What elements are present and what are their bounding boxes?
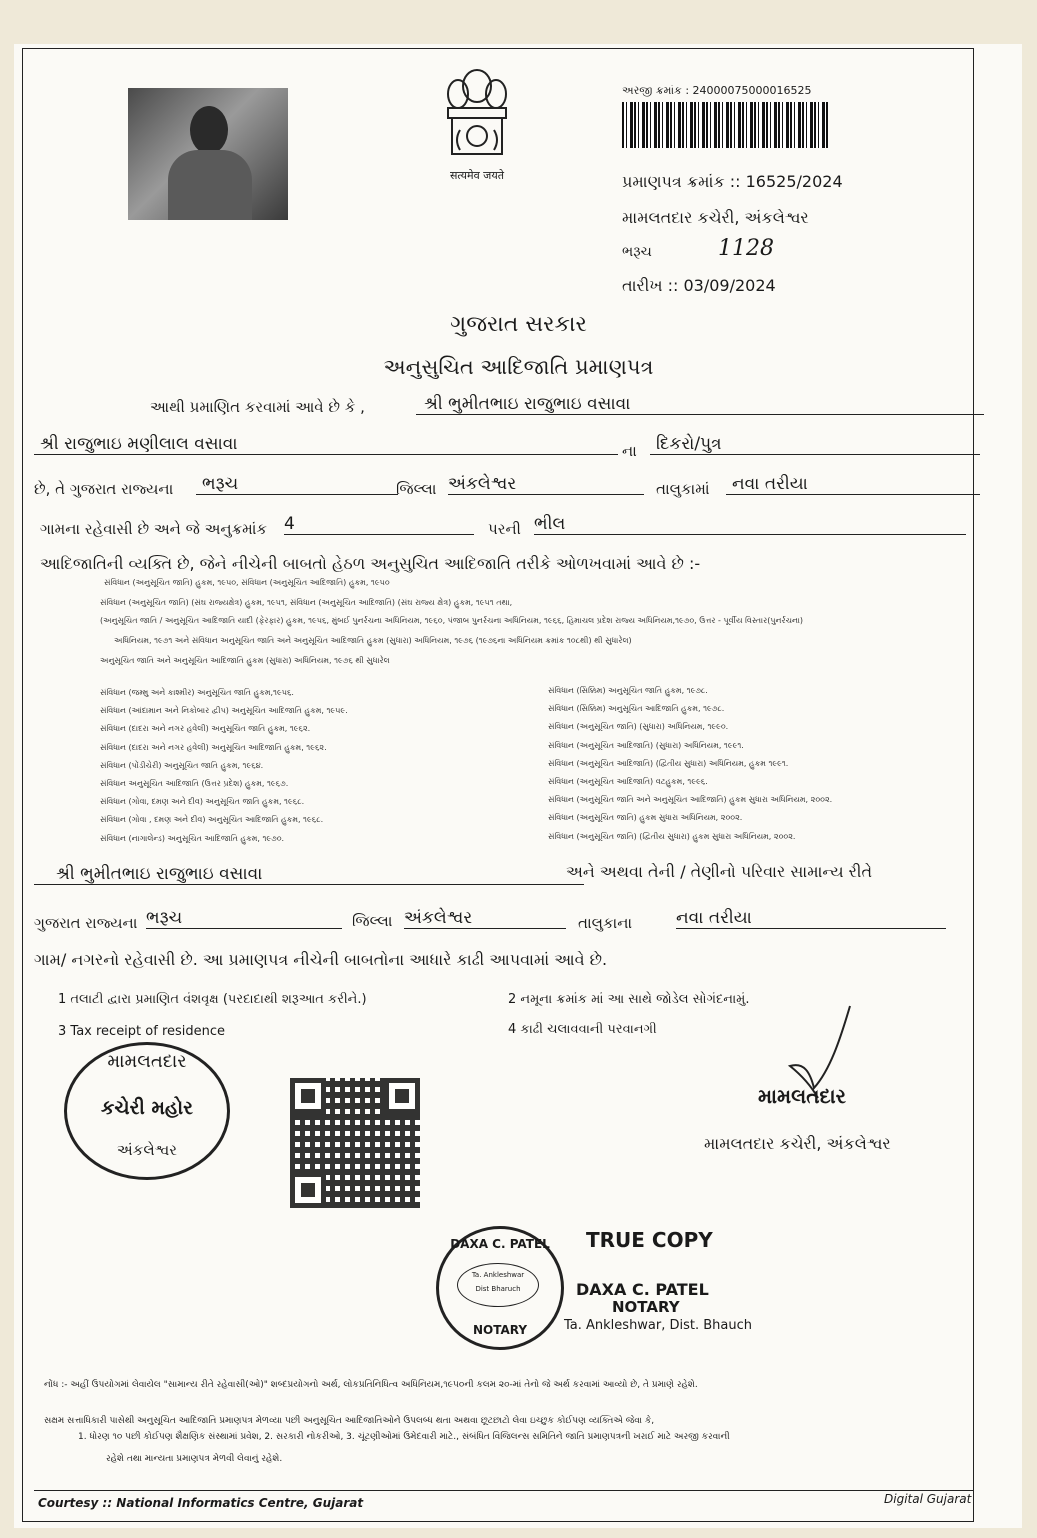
family-text: અને અથવા તેની / તેણીનો પરિવાર સામાન્ય રીતે (566, 862, 873, 881)
national-emblem-icon (432, 64, 522, 168)
document-item: 2 નમૂના ક્રમાંક માં આ સાથે જોડેલ સોગંદનામું. (508, 992, 750, 1007)
order-line: સંવિધાન (સિક્કિમ) અનુસૂચિત જાતિ હુકમ, ૧૯૭૮. (548, 686, 708, 695)
tribe-name: ભીલ (534, 514, 966, 535)
footer-brand: Digital Gujarat (884, 1492, 972, 1506)
order-line: સંવિધાન (ગોવા , દમણ અને દીવ) અનુસૂચિત આદિજાતિ હુકમ, ૧૯૬૮. (100, 815, 324, 825)
district-value: ભરૂચ (196, 474, 398, 495)
certificate-title: અનુસુચિત આદિજાતિ પ્રમાણપત્ર (383, 355, 654, 379)
order-line: સંવિધાન (દાદરા અને નગર હવેલી) અનુસૂચિત આદિજાતિ હુકમ, ૧૯૬૨. (100, 742, 327, 752)
village-value: નવા તરીયા (726, 474, 980, 495)
state-label: છે, તે ગુજરાત રાજ્યના (34, 480, 174, 498)
signatory-office: મામલતદાર કચેરી, અંકલેશ્વર (704, 1134, 891, 1153)
order-line: સંવિધાન (પોંડીચેરી) અનુસૂચિત જાતિ હુકમ, ૧૯૬૪. (100, 760, 264, 770)
order-line: સંવિધાન અનુસૂચિત આદિજાતિ (ઉત્તર પ્રદેશ) હુકમ, ૧૯૬૭. (100, 779, 289, 789)
footer-courtesy: Courtesy :: National Informatics Centre, Gujarat (38, 1496, 364, 1510)
order-line: સંવિધાન (જમ્મુ અને કાશ્મીર) અનુસૂચિત જાતિ હુકમ,૧૯૫૬. (100, 688, 294, 697)
seal-top-text: મામલતદાર (107, 1051, 187, 1072)
notary-name: DAXA C. PATEL (576, 1280, 709, 1299)
orders-right-column (548, 682, 832, 846)
notary-seal-inner-line: Dist Bharuch (475, 1285, 521, 1293)
document-item: 3 Tax receipt of residence (58, 1024, 226, 1039)
order-line: સંવિધાન (અનુસૂચિત જાતિ) હુકમ સુધારા અધિનિયમ, ૨૦૦૨. (548, 813, 743, 823)
na-label: ના (622, 442, 637, 460)
taluka-label: તાલુકામાં (656, 480, 710, 498)
recognition-statement: આદિજાતિની વ્યક્તિ છે, જેને નીચેની બાબતો હેઠળ અનુસુચિત આદિજાતિ તરીકે ઓળખવામાં આવે છે :- (40, 554, 701, 573)
application-number: અરજી ક્રમાંક : 24000075000016525 (622, 84, 812, 97)
residence-district: ભરૂચ (146, 908, 342, 929)
note-line: રહેશે તથા માન્યતા પ્રમાણપત્ર મેળવી લેવાનું રહેશે. (106, 1454, 283, 1464)
residence-name: શ્રી ભુમીતભાઇ રાજુભાઇ વસાવા (34, 864, 584, 885)
district-label: જિલ્લા (396, 480, 437, 498)
residence-taluka: અંકલેશ્વર (404, 908, 566, 929)
qr-code (290, 1078, 420, 1208)
issuing-office: મામલતદાર કચેરી, અંકલેશ્વર (622, 208, 809, 227)
true-copy-stamp: TRUE COPY (586, 1228, 713, 1252)
notary-seal-top: DAXA C. PATEL (450, 1237, 550, 1251)
order-line: અનુસૂચિત જાતિ અને અનુસૂચિત આદિજાતિ હુકમ (સુધારા) અધિનિયમ, ૧૯૭૬ થી સુધારેલ (100, 656, 390, 665)
residence-village: નવા તરીયા (676, 908, 946, 929)
notary-seal (436, 1226, 564, 1350)
serial-number: 4 (284, 514, 474, 535)
document-item: 1 તલાટી દ્વારા પ્રમાણિત વંશવૃક્ષ (પરદાદાથી શરૂઆત કરીને.) (58, 992, 367, 1007)
order-line: સંવિધાન (દાદરા અને નગર હવેલી) અનુસૂચિત જાતિ હુકમ, ૧૯૬૨. (100, 724, 311, 734)
note-line: નોંધ :- અહીં ઉપયોગમાં લેવાયેલ "સામાન્ય રીતે રહેવાસી(ઓ)" શબ્દપ્રયોગનો અર્થ, લોકપ્રતિનિધિત્વ અધિનિયમ,૧૯૫૦ની કલમ ૨૦-માં તેનો જે અર્થ કરવામાં આવ્યો છે, તે પ્રમાણે રહેશે. (44, 1380, 698, 1390)
order-line: સંવિધાન (સિક્કિમ) અનુસૂચિત આદિજાતિ હુકમ, ૧૯૭૮. (548, 704, 725, 714)
order-line: સંવિધાન (અનુસૂચિત જાતિ) (સુધારા) અધિનિયમ, ૧૯૯૦. (548, 722, 729, 732)
certify-label: આથી પ્રમાણિત કરવામાં આવે છે કે , (150, 398, 365, 416)
order-line: સંવિધાન (અનુસૂચિત આદિજાતિ) વટહુકમ, ૧૯૯૬. (548, 777, 708, 787)
residence-state-label: ગુજરાત રાજ્યના (34, 914, 138, 932)
issue-date: તારીખ :: 03/09/2024 (622, 276, 776, 295)
residence-taluka-label: તાલુકાના (578, 914, 633, 932)
relation: દિકરો/પુત્ર (650, 434, 980, 455)
orders-left-column (100, 684, 348, 848)
applicant-name: શ્રી ભુમીતભાઇ રાજુભાઇ વસાવા (416, 394, 984, 415)
barcode (622, 102, 828, 148)
order-line: (અનુસૂચિત જાતિ / અનુસૂચિત આદિજાતિ યાદી (ફેરફાર) હુકમ, ૧૯૫૬, મુંબઈ પુનર્રચના અધિનિયમ, ૧૯૬૦, પંજાબ પુનર્રચના અધિનિયમ, ૧૯૬૬, હિમાચલ પ્રદેશ રાજ્ય અધિનિયમ,૧૯૭૦, ઉત્તર - પૂર્વીય વિસ્તાર(પુનર્રચના) (100, 616, 804, 625)
order-line: સંવિધાન (નાગાલેન્ડ) અનુસૂચિત આદિજાતિ હુકમ, ૧૯૭૦. (100, 833, 285, 843)
order-line: સંવિધાન (અનુસૂચિત જાતિ) હુકમ, ૧૯૫૦, સંવિધાન (અનુસૂચિત આદિજાતિ) હુકમ, ૧૯૫૦ (104, 578, 390, 587)
notary-seal-inner (457, 1263, 539, 1307)
signatory-title: મામલતદાર (758, 1084, 846, 1108)
government-title: ગુજરાત સરકાર (450, 312, 587, 337)
note-line: 1. ધોરણ ૧૦ પછી કોઈપણ શૈક્ષણિક સંસ્થામાં પ્રવેશ, 2. સરકારી નોકરીઓ, 3. ચૂંટણીઓમાં ઉમેદવારી માટે., સંબંધિત વિજિલન્સ સમિતિને જાતિ પ્રમાણપત્રની ખરાઈ માટે અરજી કરવાની (78, 1432, 730, 1442)
taluka-value: અંકલેશ્વર (448, 474, 644, 495)
seal-bottom-text: અંકલેશ્વર (116, 1141, 178, 1159)
order-line: સંવિધાન (આંદામાન અને નિકોબાર દ્વીપ) અનુસૂચિત આદિજાતિ હુકમ, ૧૯૫૯. (100, 706, 348, 716)
order-line: અધિનિયમ, ૧૯૭૧ અને સંવિધાન અનુસૂચિત જાતિ અને અનુસૂચિત આદિજાતિ હુકમ (સુધારા) અધિનિયમ, ૧૯૭૬ (૧૯૭૬ના અધિનિયમ ક્રમાંક ૧૦૮થી) થી સુધારેલ) (114, 636, 632, 645)
par-label: પરની (488, 520, 521, 538)
order-line: સંવિધાન (અનુસૂચિત આદિજાતિ) (સુધારા) અધિનિયમ, ૧૯૯૧. (548, 740, 744, 750)
certificate-number: પ્રમાણપત્ર ક્રમાંક :: 16525/2024 (622, 172, 843, 191)
order-line: સંવિધાન (અનુસૂચિત જાતિ) (દ્વિતીય સુધારા) હુકમ સુધારા અધિનિયમ, ૨૦૦૨. (548, 831, 796, 841)
emblem-caption: सत्यमेव जयते (449, 169, 504, 182)
applicant-photo (128, 88, 288, 220)
notary-seal-bottom: NOTARY (472, 1323, 528, 1337)
notary-role: NOTARY (612, 1298, 680, 1316)
footer-divider (34, 1490, 974, 1491)
order-line: સંવિધાન (અનુસૂચિત જાતિ) (સંઘ રાજ્યક્ષેત્ર) હુકમ, ૧૯૫૧, સંવિધાન (અનુસૂચિત આદિજાતિ) (સંઘ રાજ્ય ક્ષેત્ર) હુકમ, ૧૯૫૧ તથા, (100, 598, 513, 607)
residence-district-label: જિલ્લા (352, 912, 393, 930)
order-line: સંવિધાન (ગોવા, દમણ અને દીવ) અનુસૂચિત જાતિ હુકમ, ૧૯૬૮. (100, 797, 305, 807)
order-line: સંવિધાન (અનુસૂચિત જાતિ અને અનુસૂચિત આદિજાતિ) હુકમ સુધારા અધિનિયમ, ૨૦૦૨. (548, 795, 833, 805)
office-seal (64, 1042, 230, 1180)
notary-place: Ta. Ankleshwar, Dist. Bhauch (564, 1318, 753, 1333)
note-line: સક્ષમ સત્તાધિકારી પાસેથી અનુસૂચિત આદિજાતિ પ્રમાણપત્ર મેળવ્યા પછી અનુસૂચિત આદિજાતિઓને ઉપલબ્ધ થતા અથવા છૂટછાટો લેવા ઇચ્છુક કોઈપણ વ્યક્તિએ જેવા કે, (44, 1416, 655, 1426)
seal-middle-text: કચેરી મહોર (101, 1097, 193, 1119)
resident-label: ગામના રહેવાસી છે અને જે અનુક્રમાંક (40, 520, 268, 538)
father-name: શ્રી રાજુભાઇ મણીલાલ વસાવા (34, 434, 618, 455)
document-item: 4 કાઢી ચલાવવાની પરવાનગી (508, 1022, 657, 1037)
basis-statement: ગામ/ નગરનો રહેવાસી છે. આ પ્રમાણપત્ર નીચેની બાબતોના આધારે કાઢી આપવામાં આવે છે. (34, 950, 608, 969)
notary-seal-inner-line: Ta. Ankleshwar (471, 1271, 525, 1279)
handwritten-number: 1128 (718, 236, 774, 261)
header-district: ભરૂચ (622, 244, 652, 260)
order-line: સંવિધાન (અનુસૂચિત આદિજાતિ) (દ્વિતીય સુધારા) અધિનિયમ, હુકમ ૧૯૯૧. (548, 758, 789, 768)
